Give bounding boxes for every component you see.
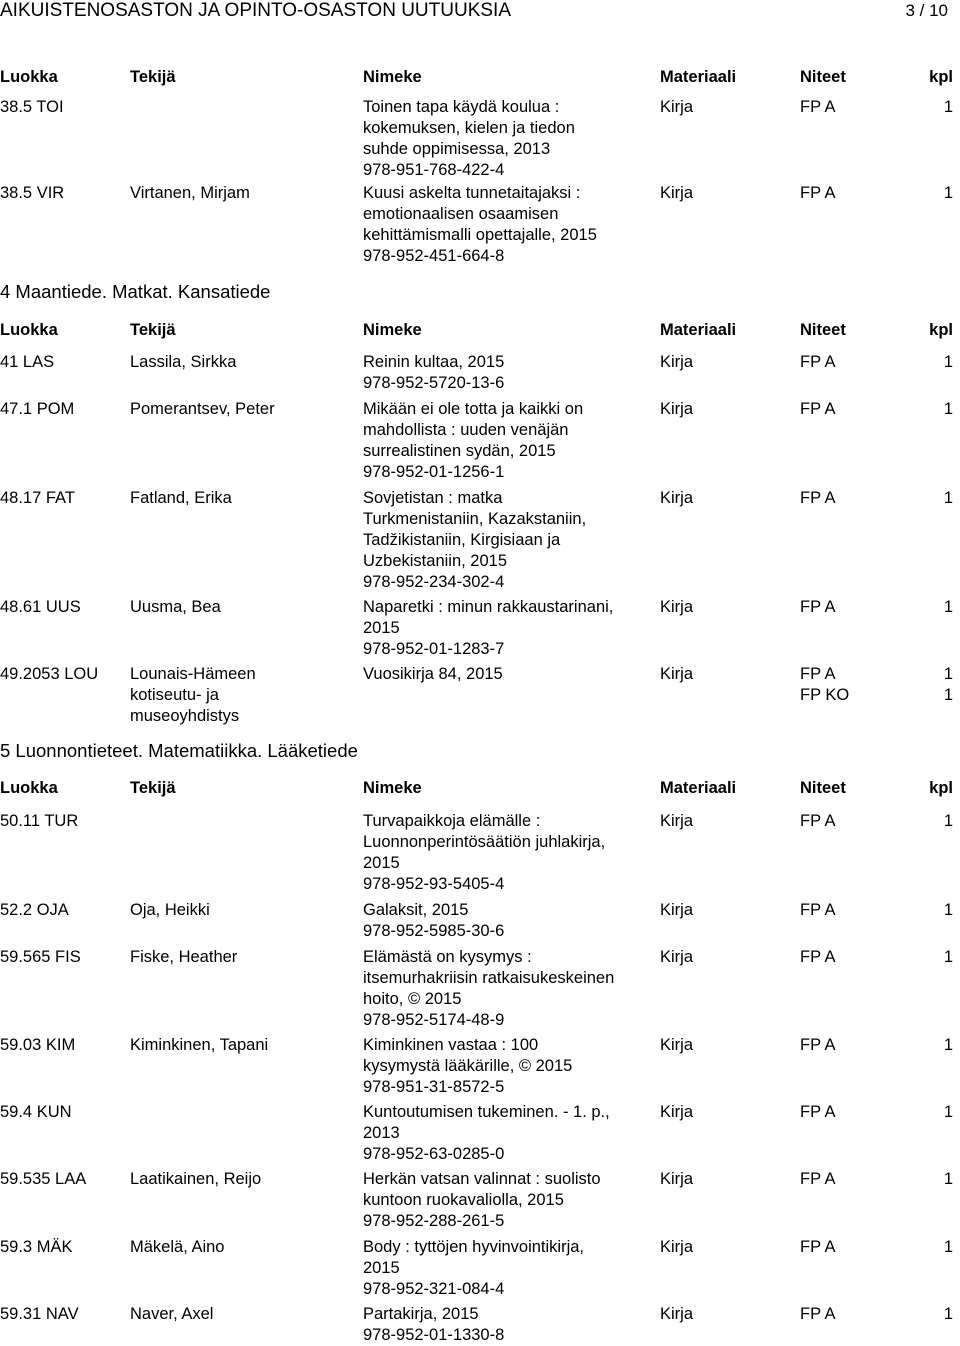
column-header-row — [0, 67, 960, 89]
title-line: Elämästä on kysymys : — [363, 948, 532, 966]
class-code: 41 LAS — [0, 353, 55, 371]
location-line: FP A — [800, 1036, 836, 1054]
copies-location — [800, 1237, 835, 1258]
author — [130, 947, 320, 968]
title-line: Vuosikirja 84, 2015 — [363, 665, 503, 683]
copy-count — [944, 900, 953, 921]
copy-count — [944, 352, 953, 373]
title-line: Partakirja, 2015 — [363, 1305, 479, 1323]
title-line: Toinen tapa käydä koulua : — [363, 98, 560, 116]
title-line: Galaksit, 2015 — [363, 901, 469, 919]
material-type: Kirja — [660, 598, 694, 616]
title-line: Kiminkinen vastaa : 100 — [363, 1036, 539, 1054]
title-line: suhde oppimisessa, 2013 — [363, 140, 551, 158]
page-number: 3 / 10 — [905, 1, 948, 20]
title-line: Kuusi askelta tunnetaitajaksi : — [363, 184, 581, 202]
title-line: Kuntoutumisen tukeminen. - 1. p., — [363, 1103, 610, 1121]
author-line: Virtanen, Mirjam — [130, 184, 250, 202]
title-line: Luonnonperintösäätiön juhlakirja, — [363, 833, 606, 851]
title-entry — [363, 97, 648, 181]
title-line: itsemurhakriisin ratkaisukeskeinen — [363, 969, 615, 987]
class-code: 52.2 OJA — [0, 901, 69, 919]
copies-location — [800, 488, 835, 509]
location-line: FP A — [800, 489, 836, 507]
title-line: 978-952-5720-13-6 — [363, 374, 505, 392]
class-code: 59.565 FIS — [0, 948, 81, 966]
author — [130, 597, 320, 618]
class-code: 50.11 TUR — [0, 812, 79, 830]
title-entry — [363, 597, 648, 660]
material-type: Kirja — [660, 184, 694, 202]
count-line: 1 — [943, 1238, 953, 1256]
author-line: Oja, Heikki — [130, 901, 210, 919]
title-line: Uzbekistaniin, 2015 — [363, 552, 508, 570]
column-header-materiaali: Materiaali — [660, 321, 737, 339]
material-type: Kirja — [660, 901, 694, 919]
column-header-row — [0, 778, 960, 800]
title-entry — [363, 1304, 648, 1346]
class-code: 38.5 VIR — [0, 184, 65, 202]
section-heading: 4 Maantiede. Matkat. Kansatiede — [0, 281, 271, 302]
column-header-row — [0, 320, 960, 342]
copy-count — [944, 1304, 953, 1325]
column-header-luokka: Luokka — [0, 779, 58, 797]
title-line: 978-952-93-5405-4 — [363, 875, 505, 893]
column-header-kpl: kpl — [929, 779, 953, 797]
location-line: FP A — [800, 598, 836, 616]
author — [130, 1169, 320, 1190]
author-line: Kiminkinen, Tapani — [130, 1036, 269, 1054]
location-line: FP A — [800, 98, 836, 116]
author — [130, 1304, 320, 1325]
column-header-tekija: Tekijä — [130, 68, 176, 86]
count-line: 1 — [943, 98, 953, 116]
copies-location — [800, 1304, 835, 1325]
section-heading: 5 Luonnontieteet. Matematiikka. Lääketiede — [0, 740, 358, 761]
title-entry — [363, 1169, 648, 1232]
title-entry — [363, 399, 648, 483]
title-line: 978-952-234-302-4 — [363, 573, 505, 591]
copies-location — [800, 399, 835, 420]
material-type: Kirja — [660, 1036, 694, 1054]
title-line: emotionaalisen osaamisen — [363, 205, 559, 223]
location-line: FP A — [800, 1305, 836, 1323]
copy-count — [944, 399, 953, 420]
count-line: 1 — [943, 400, 953, 418]
location-line: FP A — [800, 901, 836, 919]
copy-count — [944, 1102, 953, 1123]
author-line: museoyhdistys — [130, 707, 240, 725]
title-line: 978-952-01-1256-1 — [363, 463, 505, 481]
title-entry — [363, 811, 648, 895]
column-header-niteet: Niteet — [800, 779, 846, 797]
author-line: Uusma, Bea — [130, 598, 221, 616]
count-line: 1 — [943, 184, 953, 202]
author-line: Lassila, Sirkka — [130, 353, 237, 371]
location-line: FP A — [800, 812, 836, 830]
title-entry — [363, 488, 648, 593]
count-line: 1 — [943, 812, 953, 830]
author-line: Naver, Axel — [130, 1305, 214, 1323]
material-type: Kirja — [660, 1305, 694, 1323]
column-header-luokka: Luokka — [0, 68, 58, 86]
title-entry — [363, 1102, 648, 1165]
material-type: Kirja — [660, 1170, 694, 1188]
title-line: 2015 — [363, 619, 400, 637]
title-line: Naparetki : minun rakkaustarinani, — [363, 598, 614, 616]
copies-location — [800, 183, 835, 204]
title-line: 978-952-321-084-4 — [363, 1280, 505, 1298]
column-header-nimeke: Nimeke — [363, 321, 422, 339]
title-entry — [363, 947, 648, 1031]
title-line: kokemuksen, kielen ja tiedon — [363, 119, 575, 137]
title-line: kehittämismalli opettajalle, 2015 — [363, 226, 597, 244]
title-entry — [363, 352, 648, 394]
title-line: Turvapaikkoja elämälle : — [363, 812, 541, 830]
column-header-tekija: Tekijä — [130, 321, 176, 339]
title-line: Body : tyttöjen hyvinvointikirja, — [363, 1238, 585, 1256]
author — [130, 1237, 320, 1258]
copies-location — [800, 97, 835, 118]
copies-location — [800, 597, 835, 618]
copy-count — [944, 183, 953, 204]
title-line: 978-951-31-8572-5 — [363, 1078, 505, 1096]
column-header-nimeke: Nimeke — [363, 779, 422, 797]
class-code: 59.535 LAA — [0, 1170, 87, 1188]
class-code: 59.31 NAV — [0, 1305, 79, 1323]
title-entry — [363, 664, 648, 685]
count-line: 1 — [943, 1170, 953, 1188]
count-line: 1 — [943, 598, 953, 616]
title-line: 2013 — [363, 1124, 400, 1142]
material-type: Kirja — [660, 665, 694, 683]
material-type: Kirja — [660, 400, 694, 418]
copies-location — [800, 664, 849, 706]
author — [130, 488, 320, 509]
location-line: FP A — [800, 1238, 836, 1256]
class-code: 59.3 MÄK — [0, 1238, 73, 1256]
column-header-tekija: Tekijä — [130, 779, 176, 797]
location-line: FP A — [800, 1170, 836, 1188]
material-type: Kirja — [660, 489, 694, 507]
title-line: hoito, © 2015 — [363, 990, 462, 1008]
material-type: Kirja — [660, 353, 694, 371]
column-header-nimeke: Nimeke — [363, 68, 422, 86]
copies-location — [800, 947, 835, 968]
copies-location — [800, 352, 835, 373]
location-line: FP A — [800, 948, 836, 966]
copy-count — [944, 488, 953, 509]
count-line: 1 — [943, 353, 953, 371]
column-header-luokka: Luokka — [0, 321, 58, 339]
title-entry — [363, 1035, 648, 1098]
count-line: 1 — [943, 901, 953, 919]
copy-count — [944, 1035, 953, 1056]
column-header-materiaali: Materiaali — [660, 779, 737, 797]
title-line: 978-952-288-261-5 — [363, 1212, 505, 1230]
column-header-kpl: kpl — [929, 68, 953, 86]
material-type: Kirja — [660, 812, 694, 830]
title-line: kysymystä lääkärille, © 2015 — [363, 1057, 573, 1075]
author-line: Fiske, Heather — [130, 948, 238, 966]
title-line: 978-952-5174-48-9 — [363, 1011, 505, 1029]
title-line: 978-952-63-0285-0 — [363, 1145, 505, 1163]
author-line: Pomerantsev, Peter — [130, 400, 275, 418]
document-title: AIKUISTENOSASTON JA OPINTO-OSASTON UUTUUKSIA — [0, 0, 511, 21]
title-line: Tadžikistaniin, Kirgisiaan ja — [363, 531, 561, 549]
material-type: Kirja — [660, 98, 694, 116]
title-line: Herkän vatsan valinnat : suolisto — [363, 1170, 601, 1188]
author — [130, 664, 320, 727]
author-line: Fatland, Erika — [130, 489, 232, 507]
copy-count — [944, 597, 953, 618]
copies-location — [800, 900, 835, 921]
copy-count — [944, 664, 953, 706]
title-entry — [363, 900, 648, 942]
title-line: Mikään ei ole totta ja kaikki on — [363, 400, 584, 418]
title-line: 978-951-768-422-4 — [363, 161, 505, 179]
title-entry — [363, 1237, 648, 1300]
author — [130, 183, 320, 204]
author — [130, 900, 320, 921]
author — [130, 399, 320, 420]
column-header-materiaali: Materiaali — [660, 68, 737, 86]
count-line: 1 — [943, 1103, 953, 1121]
count-line: 1 — [943, 1305, 953, 1323]
location-line: FP A — [800, 665, 836, 683]
column-header-kpl: kpl — [929, 321, 953, 339]
class-code: 48.61 UUS — [0, 598, 81, 616]
count-line: 1 — [943, 686, 953, 704]
copies-location — [800, 1035, 835, 1056]
copy-count — [944, 1237, 953, 1258]
location-line: FP A — [800, 184, 836, 202]
title-entry — [363, 183, 648, 267]
author-line: Mäkelä, Aino — [130, 1238, 225, 1256]
count-line: 1 — [943, 665, 953, 683]
location-line: FP KO — [800, 686, 850, 704]
title-line: 978-952-01-1330-8 — [363, 1326, 505, 1344]
copy-count — [944, 947, 953, 968]
author — [130, 352, 320, 373]
copy-count — [944, 1169, 953, 1190]
column-header-niteet: Niteet — [800, 321, 846, 339]
location-line: FP A — [800, 353, 836, 371]
title-line: 2015 — [363, 854, 400, 872]
class-code: 59.4 KUN — [0, 1103, 72, 1121]
material-type: Kirja — [660, 948, 694, 966]
class-code: 59.03 KIM — [0, 1036, 76, 1054]
class-code: 47.1 POM — [0, 400, 75, 418]
title-line: 978-952-01-1283-7 — [363, 640, 505, 658]
author-line: Laatikainen, Reijo — [130, 1170, 262, 1188]
author-line: Lounais-Hämeen — [130, 665, 256, 683]
title-line: 978-952-451-664-8 — [363, 247, 505, 265]
copy-count — [944, 97, 953, 118]
location-line: FP A — [800, 400, 836, 418]
copies-location — [800, 1169, 835, 1190]
author — [130, 1035, 320, 1056]
copies-location — [800, 811, 835, 832]
material-type: Kirja — [660, 1103, 694, 1121]
count-line: 1 — [943, 489, 953, 507]
author-line: kotiseutu- ja — [130, 686, 219, 704]
count-line: 1 — [943, 948, 953, 966]
column-header-niteet: Niteet — [800, 68, 846, 86]
location-line: FP A — [800, 1103, 836, 1121]
title-line: Sovjetistan : matka — [363, 489, 503, 507]
class-code: 49.2053 LOU — [0, 665, 99, 683]
title-line: surrealistinen sydän, 2015 — [363, 442, 556, 460]
copy-count — [944, 811, 953, 832]
title-line: Reinin kultaa, 2015 — [363, 353, 505, 371]
class-code: 48.17 FAT — [0, 489, 75, 507]
title-line: 978-952-5985-30-6 — [363, 922, 505, 940]
title-line: Turkmenistaniin, Kazakstaniin, — [363, 510, 587, 528]
title-line: mahdollista : uuden venäjän — [363, 421, 569, 439]
title-line: 2015 — [363, 1259, 400, 1277]
title-line: kuntoon ruokavaliolla, 2015 — [363, 1191, 564, 1209]
class-code: 38.5 TOI — [0, 98, 64, 116]
count-line: 1 — [943, 1036, 953, 1054]
copies-location — [800, 1102, 835, 1123]
material-type: Kirja — [660, 1238, 694, 1256]
